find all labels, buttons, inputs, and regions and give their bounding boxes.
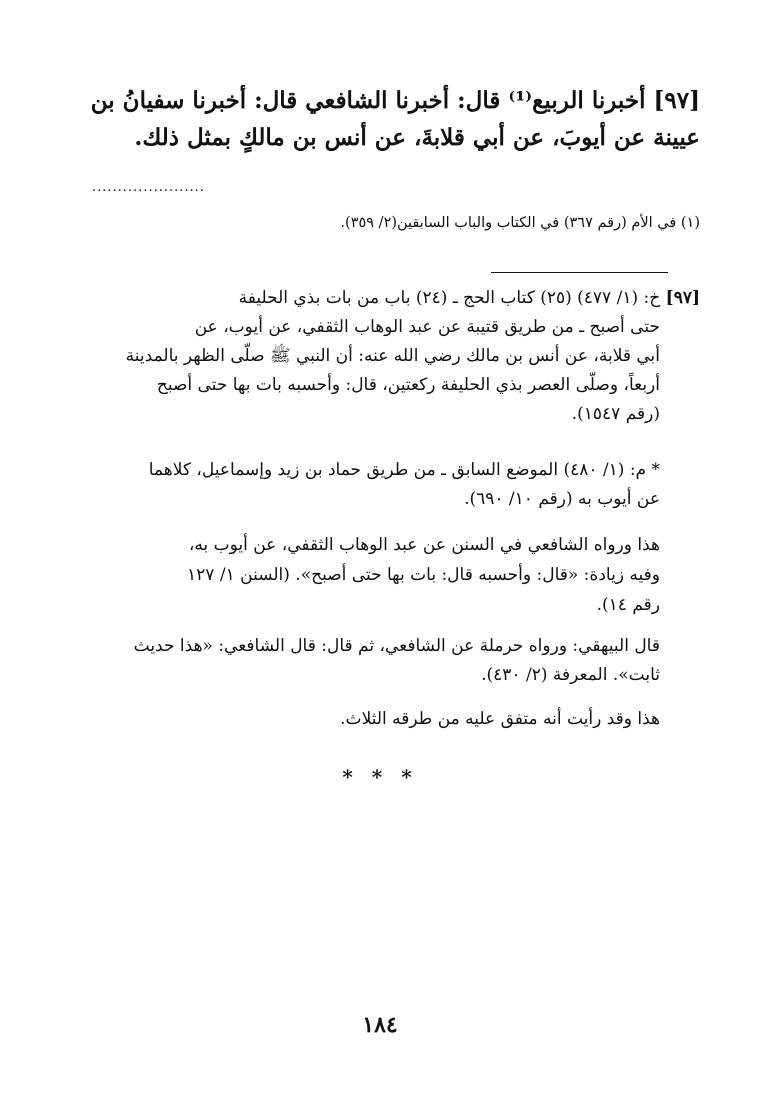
shafii-paragraph <box>60 530 700 620</box>
hadith-number: [٩٧] <box>653 87 700 114</box>
conclusion-text: هذا وقد رأيت أنه متفق عليه من طرقه الثلاث. <box>340 709 660 729</box>
hadith-line-2: عيينة عن أيوبَ، عن أبي قلابةَ، عن أنس بن مالكٍ بمثل ذلك. <box>134 124 700 151</box>
conclusion-paragraph <box>60 705 700 734</box>
bayhaqi-line-1: قال البيهقي: ورواه حرملة عن الشافعي، ثم قال: قال الشافعي: «هذا حديث <box>133 636 660 656</box>
shafii-line-3: رقم ١٤). <box>596 595 660 615</box>
takhrij-line-1: [٩٧] خ: (١/ ٤٧٧) (٢٥) كتاب الحج ـ (٢٤) باب من بات بذي الحليفة <box>238 288 700 308</box>
hadith-line-1: [٩٧] أخبرنا الربيع⁽¹⁾ قال: أخبرنا الشافعي قال: أخبرنا سفيانُ بن <box>90 87 700 114</box>
bayhaqi-paragraph <box>60 632 700 690</box>
footnote-separator: ...................... <box>92 180 205 195</box>
section-break-stars: * * * <box>342 765 418 789</box>
takhrij-line-2: حتى أصبح ـ من طريق قتيبة عن عبد الوهاب الثقفي، عن أيوب، عن <box>194 317 660 337</box>
page-number: ١٨٤ <box>362 1012 398 1038</box>
takhrij-line-5: (رقم ١٥٤٧). <box>571 404 660 424</box>
takhrij-line-4: أربعاً، وصلّى العصر بذي الحليفة ركعتين، قال: وأحسبه بات بها حتى أصبح <box>156 375 660 395</box>
muslim-line-1: * م: (١/ ٤٨٠) الموضع السابق ـ من طريق حماد بن زيد وإسماعيل، كلاهما <box>148 460 660 480</box>
star-icon: * <box>651 460 660 480</box>
bayhaqi-line-2: ثابت». المعرفة (٢/ ٤٣٠). <box>481 665 660 685</box>
takhrij-line-3: أبي قلابة، عن أنس بن مالك رضي الله عنه: أن النبي ﷺ صلّى الظهر بالمدينة <box>125 346 660 366</box>
takhrij-ref-number: [٩٧] <box>665 288 700 308</box>
shafii-line-2: وفيه زيادة: «قال: وأحسبه قال: بات بها حتى أصبح». (السنن ١/ ١٢٧ <box>187 565 660 585</box>
muslim-line-2: عن أيوب به (رقم ١٠/ ٦٩٠). <box>464 489 660 509</box>
takhrij-bukhari <box>60 284 700 429</box>
shafii-line-1: هذا ورواه الشافعي في السنن عن عبد الوهاب الثقفي، عن أيوب به، <box>188 535 660 555</box>
takhrij-muslim <box>60 456 700 514</box>
footnote-text: (١) في الأم (رقم ٣٦٧) في الكتاب والباب السابقين(٢/ ٣٥٩). <box>340 215 700 231</box>
hadith-text <box>60 82 700 156</box>
takhrij-divider <box>491 272 668 273</box>
footnote <box>60 212 700 234</box>
